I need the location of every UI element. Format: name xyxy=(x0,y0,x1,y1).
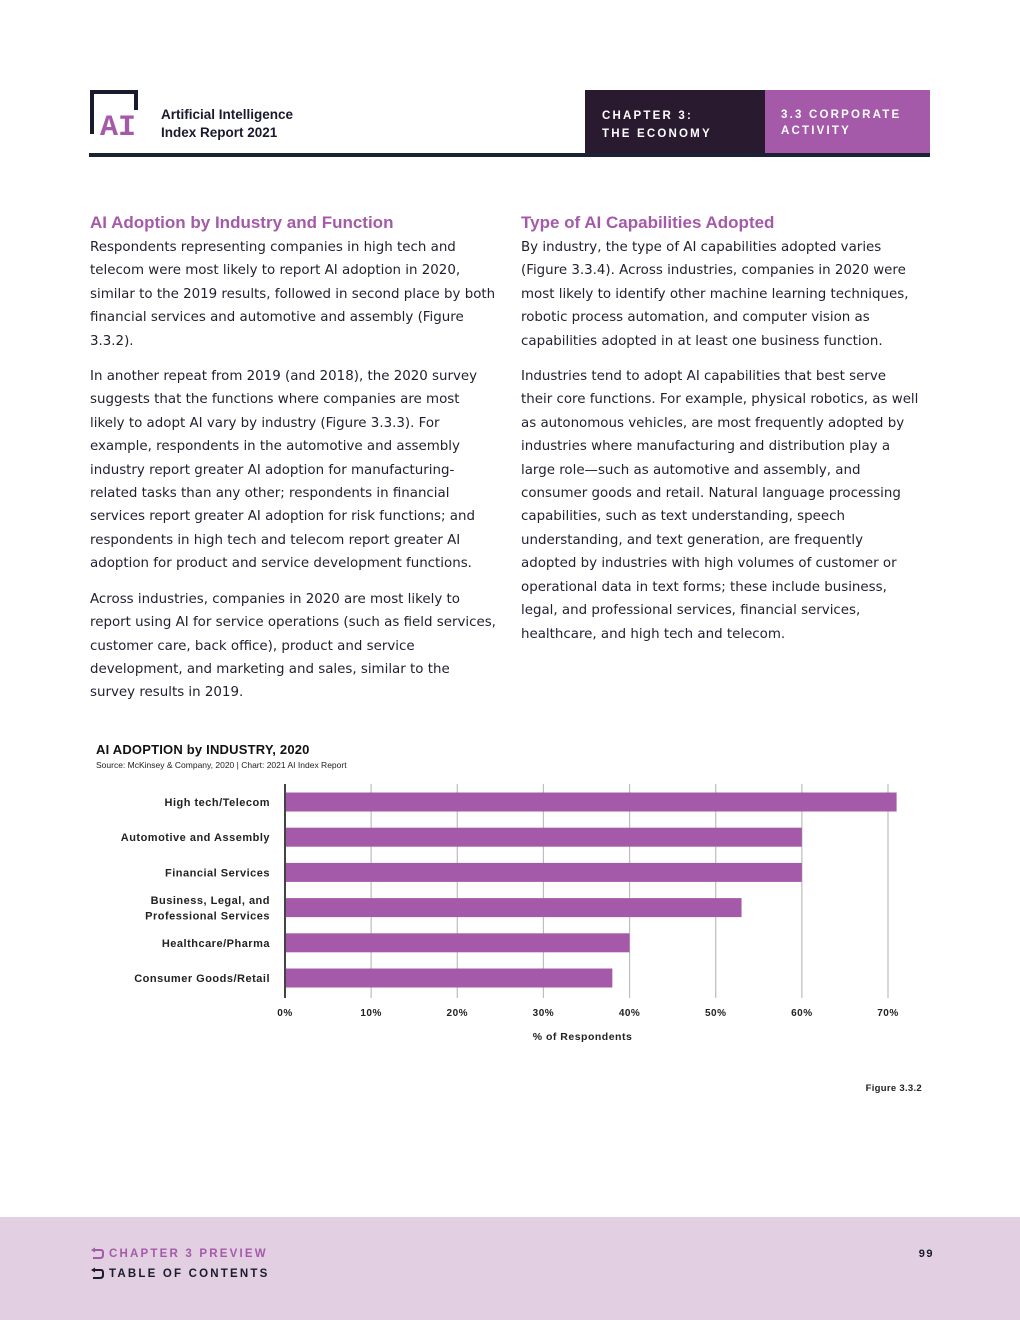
x-axis-title: % of Respondents xyxy=(532,1031,633,1043)
left-paragraph-2: In another repeat from 2019 (and 2018), the 2020 survey suggests that the functions where companies are most likely to adopt AI vary by industry (Figure 3.3.3). For example, respondents in the automotive and assembly industry report greater AI adoption for manufacturing-related tasks than any other; respondents in financial services report greater AI adoption for risk functions; and respondents in high tech and telecom report greater AI adoption for product and service development functions. xyxy=(90,369,478,572)
category-label xyxy=(145,895,270,923)
chart-title: AI ADOPTION by INDUSTRY, 2020 xyxy=(96,742,310,757)
section-tab[interactable] xyxy=(765,90,930,153)
report-title-line1: Artificial Intelligence xyxy=(161,107,294,122)
ai-index-logo xyxy=(90,90,146,138)
x-tick-label: 40% xyxy=(618,1008,641,1019)
header-divider xyxy=(89,153,930,157)
right-heading: Type of AI Capabilities Adopted xyxy=(521,213,775,232)
x-tick-label: 20% xyxy=(446,1008,469,1019)
category-label-line: High tech/Telecom xyxy=(164,797,270,809)
category-label-line: Healthcare/Pharma xyxy=(161,937,270,950)
page-number: 99 xyxy=(918,1248,934,1260)
chapter-preview-link[interactable] xyxy=(90,1247,268,1261)
chapter-tab[interactable] xyxy=(585,90,765,153)
category-label xyxy=(165,867,270,879)
category-label xyxy=(121,832,271,844)
category-label xyxy=(134,973,270,985)
figure-label: Figure 3.3.2 xyxy=(865,1083,922,1094)
bar xyxy=(285,969,612,988)
bar xyxy=(285,933,630,952)
report-title xyxy=(161,106,293,142)
x-tick-label: 50% xyxy=(704,1008,727,1019)
category-label xyxy=(165,797,270,809)
left-paragraph-1: Respondents representing companies in high tech and telecom were most likely to report AI adoption in 2020, similar to the 2019 results, followed in second place by both financial services and automotive and assembly (Figure 3.3.2). xyxy=(90,240,496,349)
return-arrow-icon xyxy=(90,1267,104,1281)
x-tick-label: 60% xyxy=(791,1008,813,1019)
bar xyxy=(285,828,802,847)
bar xyxy=(285,863,802,882)
table-of-contents-label: TABLE OF CONTENTS xyxy=(109,1268,270,1280)
chapter-line1: CHAPTER 3: xyxy=(602,110,694,122)
category-label-line: Consumer Goods/Retail xyxy=(134,973,270,985)
left-column xyxy=(90,211,498,717)
return-arrow-icon xyxy=(90,1247,104,1261)
x-tick-label: 70% xyxy=(877,1008,899,1019)
right-paragraph-1: By industry, the type of AI capabilities adopted varies (Figure 3.3.4). Across industries, companies in 2020 were most likely to identify other machine learning techniques, robotic process automation, and computer vision as capabilities adopted in at least one business function. xyxy=(521,240,909,349)
report-title-line2: Index Report 2021 xyxy=(161,125,278,140)
x-tick-label: 30% xyxy=(532,1008,555,1019)
chapter-line2: THE ECONOMY xyxy=(602,128,712,140)
right-column xyxy=(521,211,921,658)
x-tick-label: 0% xyxy=(277,1008,293,1019)
x-tick-label: 10% xyxy=(360,1008,382,1019)
left-paragraph-3: Across industries, companies in 2020 are most likely to report using AI for service operations (such as field services, customer care, back office), product and service development, and marketing and sales, similar to the survey results in 2019. xyxy=(90,591,496,701)
category-label-line: Automotive and Assembly xyxy=(120,832,270,845)
logo-text: AI xyxy=(100,111,137,138)
section-line1: 3.3 CORPORATE xyxy=(781,109,902,121)
category-label xyxy=(162,938,271,950)
right-paragraph-2: Industries tend to adopt AI capabilities that best serve their core functions. For example, physical robotics, as well as autonomous vehicles, are most frequently adopted by industries where manufacturing and distribution play a large role—such as automotive and assembly, and consumer goods and retail. Natural language processing capabilities, such as text understanding, speech understanding, and text generation, are frequently adopted by industries with high volumes of customer or operational data in text forms; these include business, legal, and professional services, financial services, healthcare, and high tech and telecom. xyxy=(521,369,919,642)
section-line2: ACTIVITY xyxy=(781,125,851,137)
bar-chart xyxy=(90,780,920,1050)
table-of-contents-link[interactable] xyxy=(90,1267,270,1281)
category-label-line: Financial Services xyxy=(165,867,270,880)
chart-source: Source: McKinsey & Company, 2020 | Chart: 2021 AI Index Report xyxy=(96,760,347,770)
chapter-preview-label: CHAPTER 3 PREVIEW xyxy=(109,1248,268,1260)
bar xyxy=(285,898,742,917)
left-heading: AI Adoption by Industry and Function xyxy=(90,213,394,232)
category-label-line: Professional Services xyxy=(145,910,270,923)
bar xyxy=(285,793,897,812)
category-label-line: Business, Legal, and xyxy=(150,894,270,907)
